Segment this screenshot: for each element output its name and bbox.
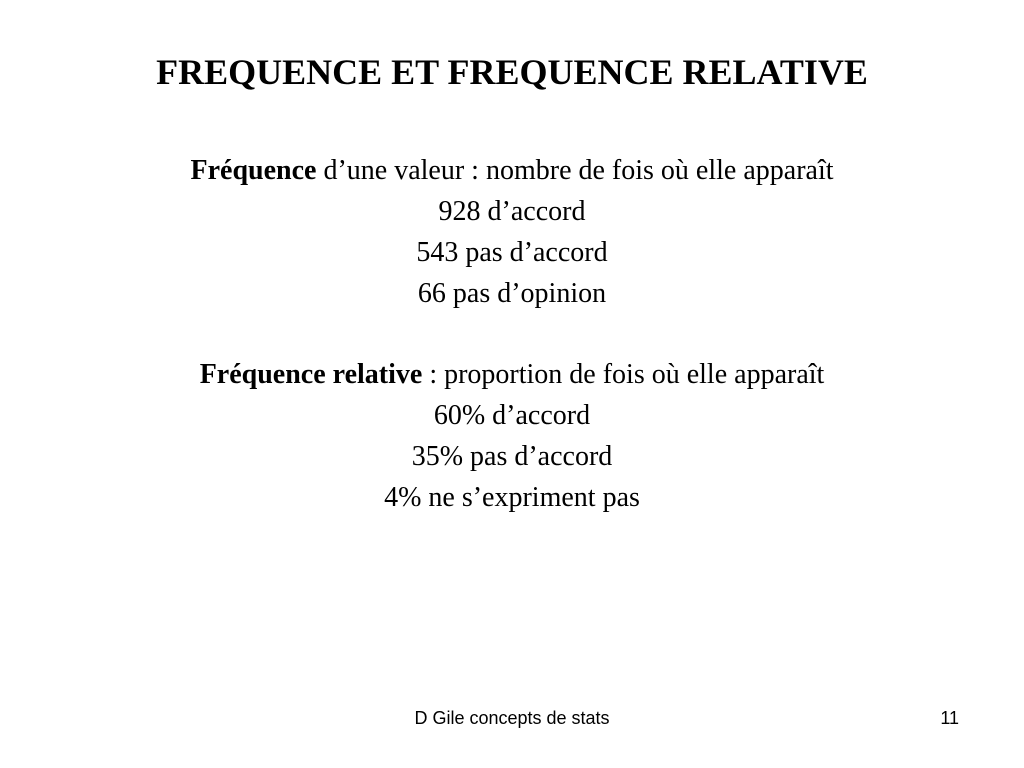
footer-text: D Gile concepts de stats bbox=[414, 708, 610, 728]
relative-frequency-item: 35% pas d’accord bbox=[411, 441, 613, 472]
slide-title: FREQUENCE ET FREQUENCE RELATIVE bbox=[156, 52, 868, 92]
frequency-item: 928 d’accord bbox=[438, 196, 586, 227]
frequency-definition: d’une valeur : nombre de fois où elle apparaît bbox=[323, 155, 834, 186]
frequency-item: 543 pas d’accord bbox=[416, 237, 608, 268]
relative-frequency-definition: : proportion de fois où elle apparaît bbox=[429, 359, 825, 390]
relative-frequency-definition-line bbox=[0, 354, 1024, 395]
frequency-definition-line bbox=[0, 150, 1024, 191]
frequency-item: 66 pas d’opinion bbox=[417, 278, 607, 309]
relative-frequency-item: 60% d’accord bbox=[433, 400, 591, 431]
slide-body bbox=[0, 150, 1024, 518]
relative-frequency-item: 4% ne s’expriment pas bbox=[384, 482, 640, 513]
page-number: 11 bbox=[940, 708, 959, 728]
relative-frequency-term: Fréquence relative bbox=[199, 359, 423, 390]
section-spacer bbox=[0, 314, 1024, 354]
frequency-term: Fréquence bbox=[190, 155, 317, 186]
